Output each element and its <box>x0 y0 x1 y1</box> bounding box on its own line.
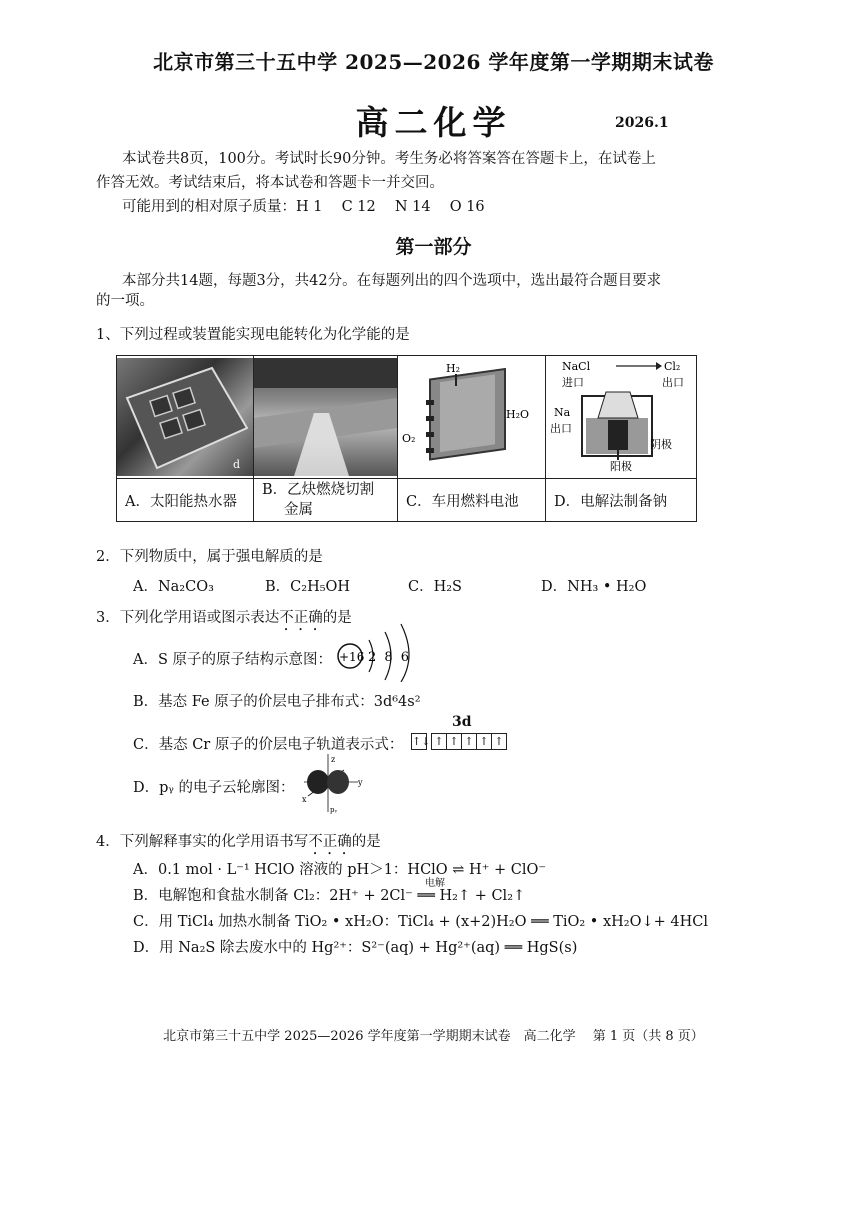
q2-option-b[interactable]: B．C₂H₅OH <box>265 579 351 595</box>
atomic-masses: 可能用到的相对原子质量：H 1 C 12 N 14 O 16 <box>122 199 485 215</box>
orbital-box: ↑ <box>446 733 462 750</box>
orbital-box: ↑↓ <box>412 735 431 748</box>
q1-option-d[interactable]: D．电解法制备钠 <box>546 479 697 522</box>
q2-stem: 2．下列物质中，属于强电解质的是 <box>96 549 323 565</box>
py-orbital-diagram <box>296 752 366 814</box>
section-desc-2: 的一项。 <box>96 293 154 309</box>
svg-text:z: z <box>331 755 336 764</box>
q2-option-a[interactable]: A．Na₂CO₃ <box>133 579 214 595</box>
q1-option-b[interactable]: B．乙炔燃烧切割 金属 <box>254 479 398 522</box>
section-desc-1: 本部分共14题，每题3分，共42分。在每题列出的四个选项中，选出最符合题目要求 <box>122 273 662 289</box>
q3-option-d[interactable]: D．pᵧ 的电子云轮廓图： <box>133 780 295 796</box>
svg-text:O₂: O₂ <box>402 432 416 445</box>
page-footer: 北京市第三十五中学 2025—2026 学年度第一学期期末试卷 高二化学 第 1 页（共 8 页） <box>163 1029 704 1044</box>
svg-text:出口: 出口 <box>550 422 572 435</box>
intro-line-2: 作答无效。考试结束后，将本试卷和答题卡一并交回。 <box>96 175 444 191</box>
q1-option-c[interactable]: C．车用燃料电池 <box>398 479 546 522</box>
orbital-3d-label: 3d <box>452 714 472 730</box>
q1-image-a <box>117 356 254 479</box>
svg-text:x: x <box>302 795 307 804</box>
svg-text:pᵧ: pᵧ <box>330 806 338 814</box>
intro-line-1: 本试卷共8页，100分。考试时长90分钟。考生务必将答案答在答题卡上，在试卷上 <box>122 151 656 167</box>
q3-option-c[interactable]: C．基态 Cr 原子的价层电子轨道表示式： <box>133 737 404 753</box>
electrolysis-apparatus <box>546 356 696 474</box>
svg-text:阴极: 阴极 <box>650 438 672 451</box>
svg-text:2 8 6: 2 8 6 <box>368 650 410 665</box>
solar-heater-image <box>117 358 253 476</box>
q1-option-a[interactable]: A．太阳能热水器 <box>117 479 254 522</box>
q2-option-c[interactable]: C．H₂S <box>408 579 462 595</box>
svg-text:出口: 出口 <box>662 376 684 389</box>
svg-text:Cl₂: Cl₂ <box>664 360 681 373</box>
svg-text:H₂: H₂ <box>446 362 461 375</box>
q4-option-d[interactable]: D．用 Na₂S 除去废水中的 Hg²⁺：S²⁻(aq) + Hg²⁺(aq) ══ HgS(s) <box>133 940 578 956</box>
q3-stem: 3．下列化学用语或图示表达不正确的是 <box>96 610 352 626</box>
electrolysis-condition: 电解 <box>425 878 445 889</box>
welding-image <box>254 358 397 476</box>
cr-orbital-diagram <box>412 733 507 750</box>
q4-option-a[interactable]: A．0.1 mol · L⁻¹ HClO 溶液的 pH＞1：HClO ⇌ H⁺ + ClO⁻ <box>133 862 546 878</box>
q1-image-b <box>254 356 398 479</box>
orbital-box: ↑ <box>461 733 477 750</box>
subject-title: 高二化学 <box>355 103 512 142</box>
svg-text:H₂O: H₂O <box>506 408 530 421</box>
q4-option-b[interactable]: B．电解饱和食盐水制备 Cl₂：2H⁺ + 2Cl⁻ ══ H₂↑ + Cl₂↑ <box>133 888 526 904</box>
q3-option-a[interactable]: A．S 原子的原子结构示意图： <box>133 652 333 668</box>
section-title: 第一部分 <box>395 236 472 258</box>
svg-text:阳极: 阳极 <box>610 460 632 473</box>
svg-text:y: y <box>358 778 363 787</box>
svg-text:d: d <box>233 458 241 471</box>
orbital-box: ↑ <box>431 733 447 750</box>
q3-emphasis: 不正确 <box>279 610 323 626</box>
orbital-box: ↑ <box>491 733 507 750</box>
q4-stem: 4．下列解释事实的化学用语书写不正确的是 <box>96 834 381 850</box>
q1-image-c <box>398 356 546 479</box>
svg-text:Na: Na <box>554 406 571 419</box>
q1-image-d <box>546 356 697 479</box>
q1-options-table <box>116 355 697 522</box>
orbital-box: ↑ <box>476 733 492 750</box>
svg-text:进口: 进口 <box>562 376 584 389</box>
q2-option-d[interactable]: D．NH₃ • H₂O <box>541 579 647 595</box>
s-atom-structure-diagram <box>335 622 425 682</box>
fuel-cell-image <box>398 356 545 474</box>
svg-text:NaCl: NaCl <box>562 360 591 373</box>
exam-title: 北京市第三十五中学 2025—2026 学年度第一学期期末试卷 <box>153 50 714 74</box>
q3-option-b[interactable]: B．基态 Fe 原子的价层电子排布式：3d⁶4s² <box>133 694 421 710</box>
q4-option-c[interactable]: C．用 TiCl₄ 加热水制备 TiO₂ • xH₂O：TiCl₄ + (x+2)H₂O ══ TiO₂ • xH₂O↓+ 4HCl <box>133 914 709 930</box>
exam-date: 2026.1 <box>615 115 669 131</box>
q4-emphasis: 不正确 <box>308 834 352 850</box>
q1-stem: 1、下列过程或装置能实现电能转化为化学能的是 <box>96 327 410 343</box>
svg-text:+16: +16 <box>339 650 365 664</box>
